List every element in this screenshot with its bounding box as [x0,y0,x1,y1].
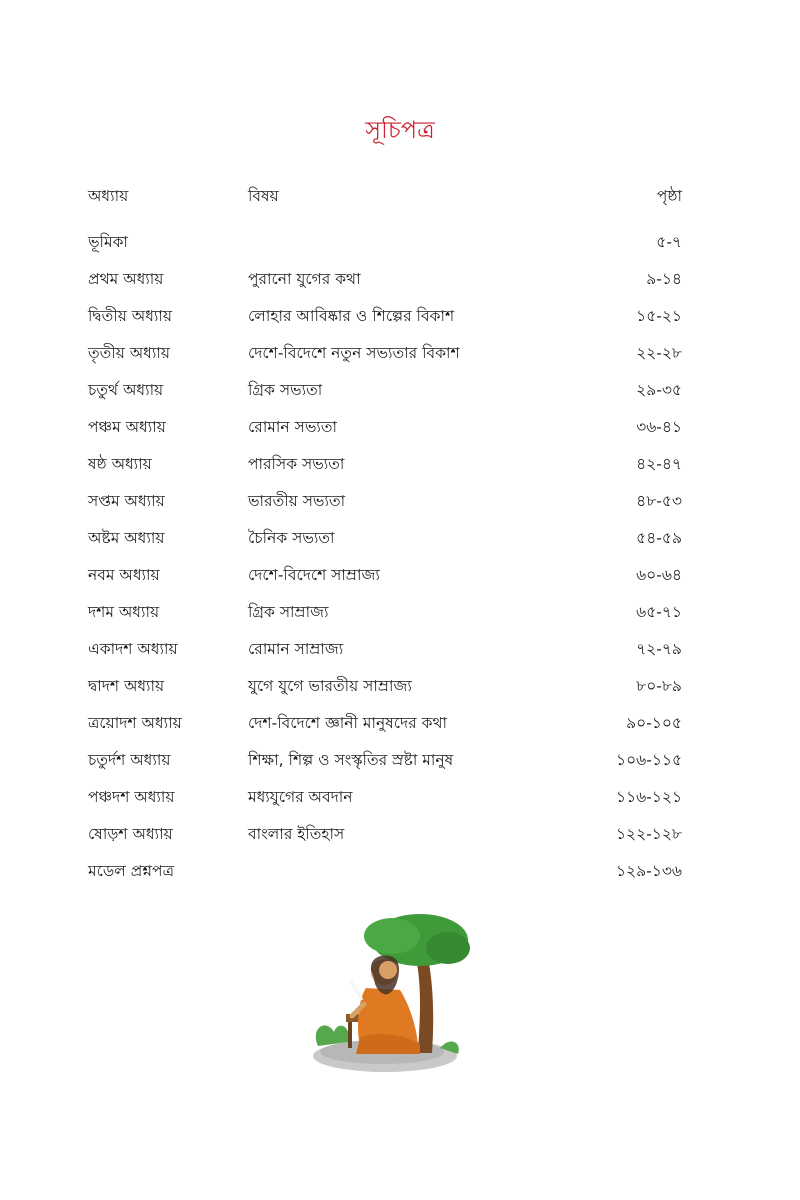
chapter-name: ত্রয়োদশ অধ্যায় [88,714,182,732]
page-range: ১২২-১২৮ [615,825,682,843]
chapter-topic: শিক্ষা, শিল্প ও সংস্কৃতির স্রষ্টা মানুষ [248,751,454,769]
chapter-name: সপ্তম অধ্যায় [88,492,165,510]
chapter-name: চতুর্থ অধ্যায় [88,381,164,399]
toc-row [88,520,682,557]
page-range: ১০৬-১১৫ [616,751,682,769]
toc-row [88,631,682,668]
chapter-topic: রোমান সাম্রাজ্য [248,640,344,658]
chapter-name: ষষ্ঠ অধ্যায় [88,455,152,473]
toc-row [88,224,682,261]
chapter-topic: পুরানো যুগের কথা [248,270,361,288]
page-range: ৬০-৬৪ [636,566,682,584]
chapter-name: দশম অধ্যায় [88,603,160,621]
page-range: ৯০-১০৫ [626,714,682,732]
chapter-topic: গ্রিক সাম্রাজ্য [248,603,329,621]
toc-row [88,779,682,816]
toc-row [88,409,682,446]
header-topic: বিষয় [248,187,279,205]
page-range: ৭২-৭৯ [636,640,682,658]
chapter-topic: ভারতীয় সভ্যতা [248,492,346,510]
page-range: ৬৫-৭১ [636,603,682,621]
toc-row [88,298,682,335]
chapter-topic: বাংলার ইতিহাস [248,825,345,843]
page-title: সূচিপত্র [365,116,435,144]
toc-row [88,742,682,779]
page-range: ৫৪-৫৯ [636,529,682,547]
table-of-contents [88,178,682,890]
chapter-topic: মধ্যযুগের অবদান [248,788,353,806]
chapter-topic: চৈনিক সভ্যতা [248,529,335,547]
toc-row [88,816,682,853]
chapter-topic: পারসিক সভ্যতা [248,455,345,473]
chapter-topic: রোমান সভ্যতা [248,418,337,436]
chapter-topic: যুগে যুগে ভারতীয় সাম্রাজ্য [248,677,412,695]
chapter-name: দ্বাদশ অধ্যায় [88,677,165,695]
chapter-name: পঞ্চম অধ্যায় [88,418,166,436]
toc-rows [88,224,682,890]
toc-header-row [88,178,682,224]
page-range: ৮০-৮৯ [636,677,682,695]
toc-row [88,372,682,409]
scholar-under-tree-illustration [300,908,470,1078]
chapter-name: প্রথম অধ্যায় [88,270,164,288]
page-range: ৯-১৪ [646,270,682,288]
chapter-name: তৃতীয় অধ্যায় [88,344,170,362]
toc-row [88,705,682,742]
toc-row [88,335,682,372]
chapter-topic: দেশ-বিদেশে জ্ঞানী মানুষদের কথা [248,714,447,732]
page-range: ৪৮-৫৩ [636,492,682,510]
chapter-name: ভূমিকা [88,233,128,251]
chapter-topic: গ্রিক সভ্যতা [248,381,323,399]
page-range: ১১৬-১২১ [616,788,682,806]
chapter-name: পঞ্চদশ অধ্যায় [88,788,175,806]
toc-row [88,853,682,890]
chapter-topic: দেশে-বিদেশে নতুন সভ্যতার বিকাশ [248,344,460,362]
toc-row [88,557,682,594]
tree-trunk [416,958,433,1053]
page-range: ২২-২৮ [636,344,682,362]
toc-row [88,261,682,298]
chapter-topic: দেশে-বিদেশে সাম্রাজ্য [248,566,380,584]
toc-row [88,668,682,705]
page-range: ২৯-৩৫ [636,381,682,399]
chapter-name: মডেল প্রশ্নপত্র [88,862,174,880]
chapter-name: একাদশ অধ্যায় [88,640,178,658]
page-range: ৩৬-৪১ [636,418,682,436]
page-range: ৫-৭ [656,233,682,251]
header-pages: পৃষ্ঠা [656,187,682,205]
toc-row [88,483,682,520]
chapter-name: নবম অধ্যায় [88,566,160,584]
page-range: ৪২-৪৭ [636,455,682,473]
chapter-name: চতুর্দশ অধ্যায় [88,751,171,769]
chapter-topic: লোহার আবিষ্কার ও শিল্পের বিকাশ [248,307,455,325]
page-range: ১২৯-১৩৬ [615,862,682,880]
toc-row [88,446,682,483]
chapter-name: ষোড়শ অধ্যায় [88,825,173,843]
quill [350,980,362,1000]
chapter-name: অষ্টম অধ্যায় [88,529,165,547]
header-chapter: অধ্যায় [88,187,129,205]
toc-row [88,594,682,631]
page-range: ১৫-২১ [636,307,682,325]
chapter-name: দ্বিতীয় অধ্যায় [88,307,172,325]
